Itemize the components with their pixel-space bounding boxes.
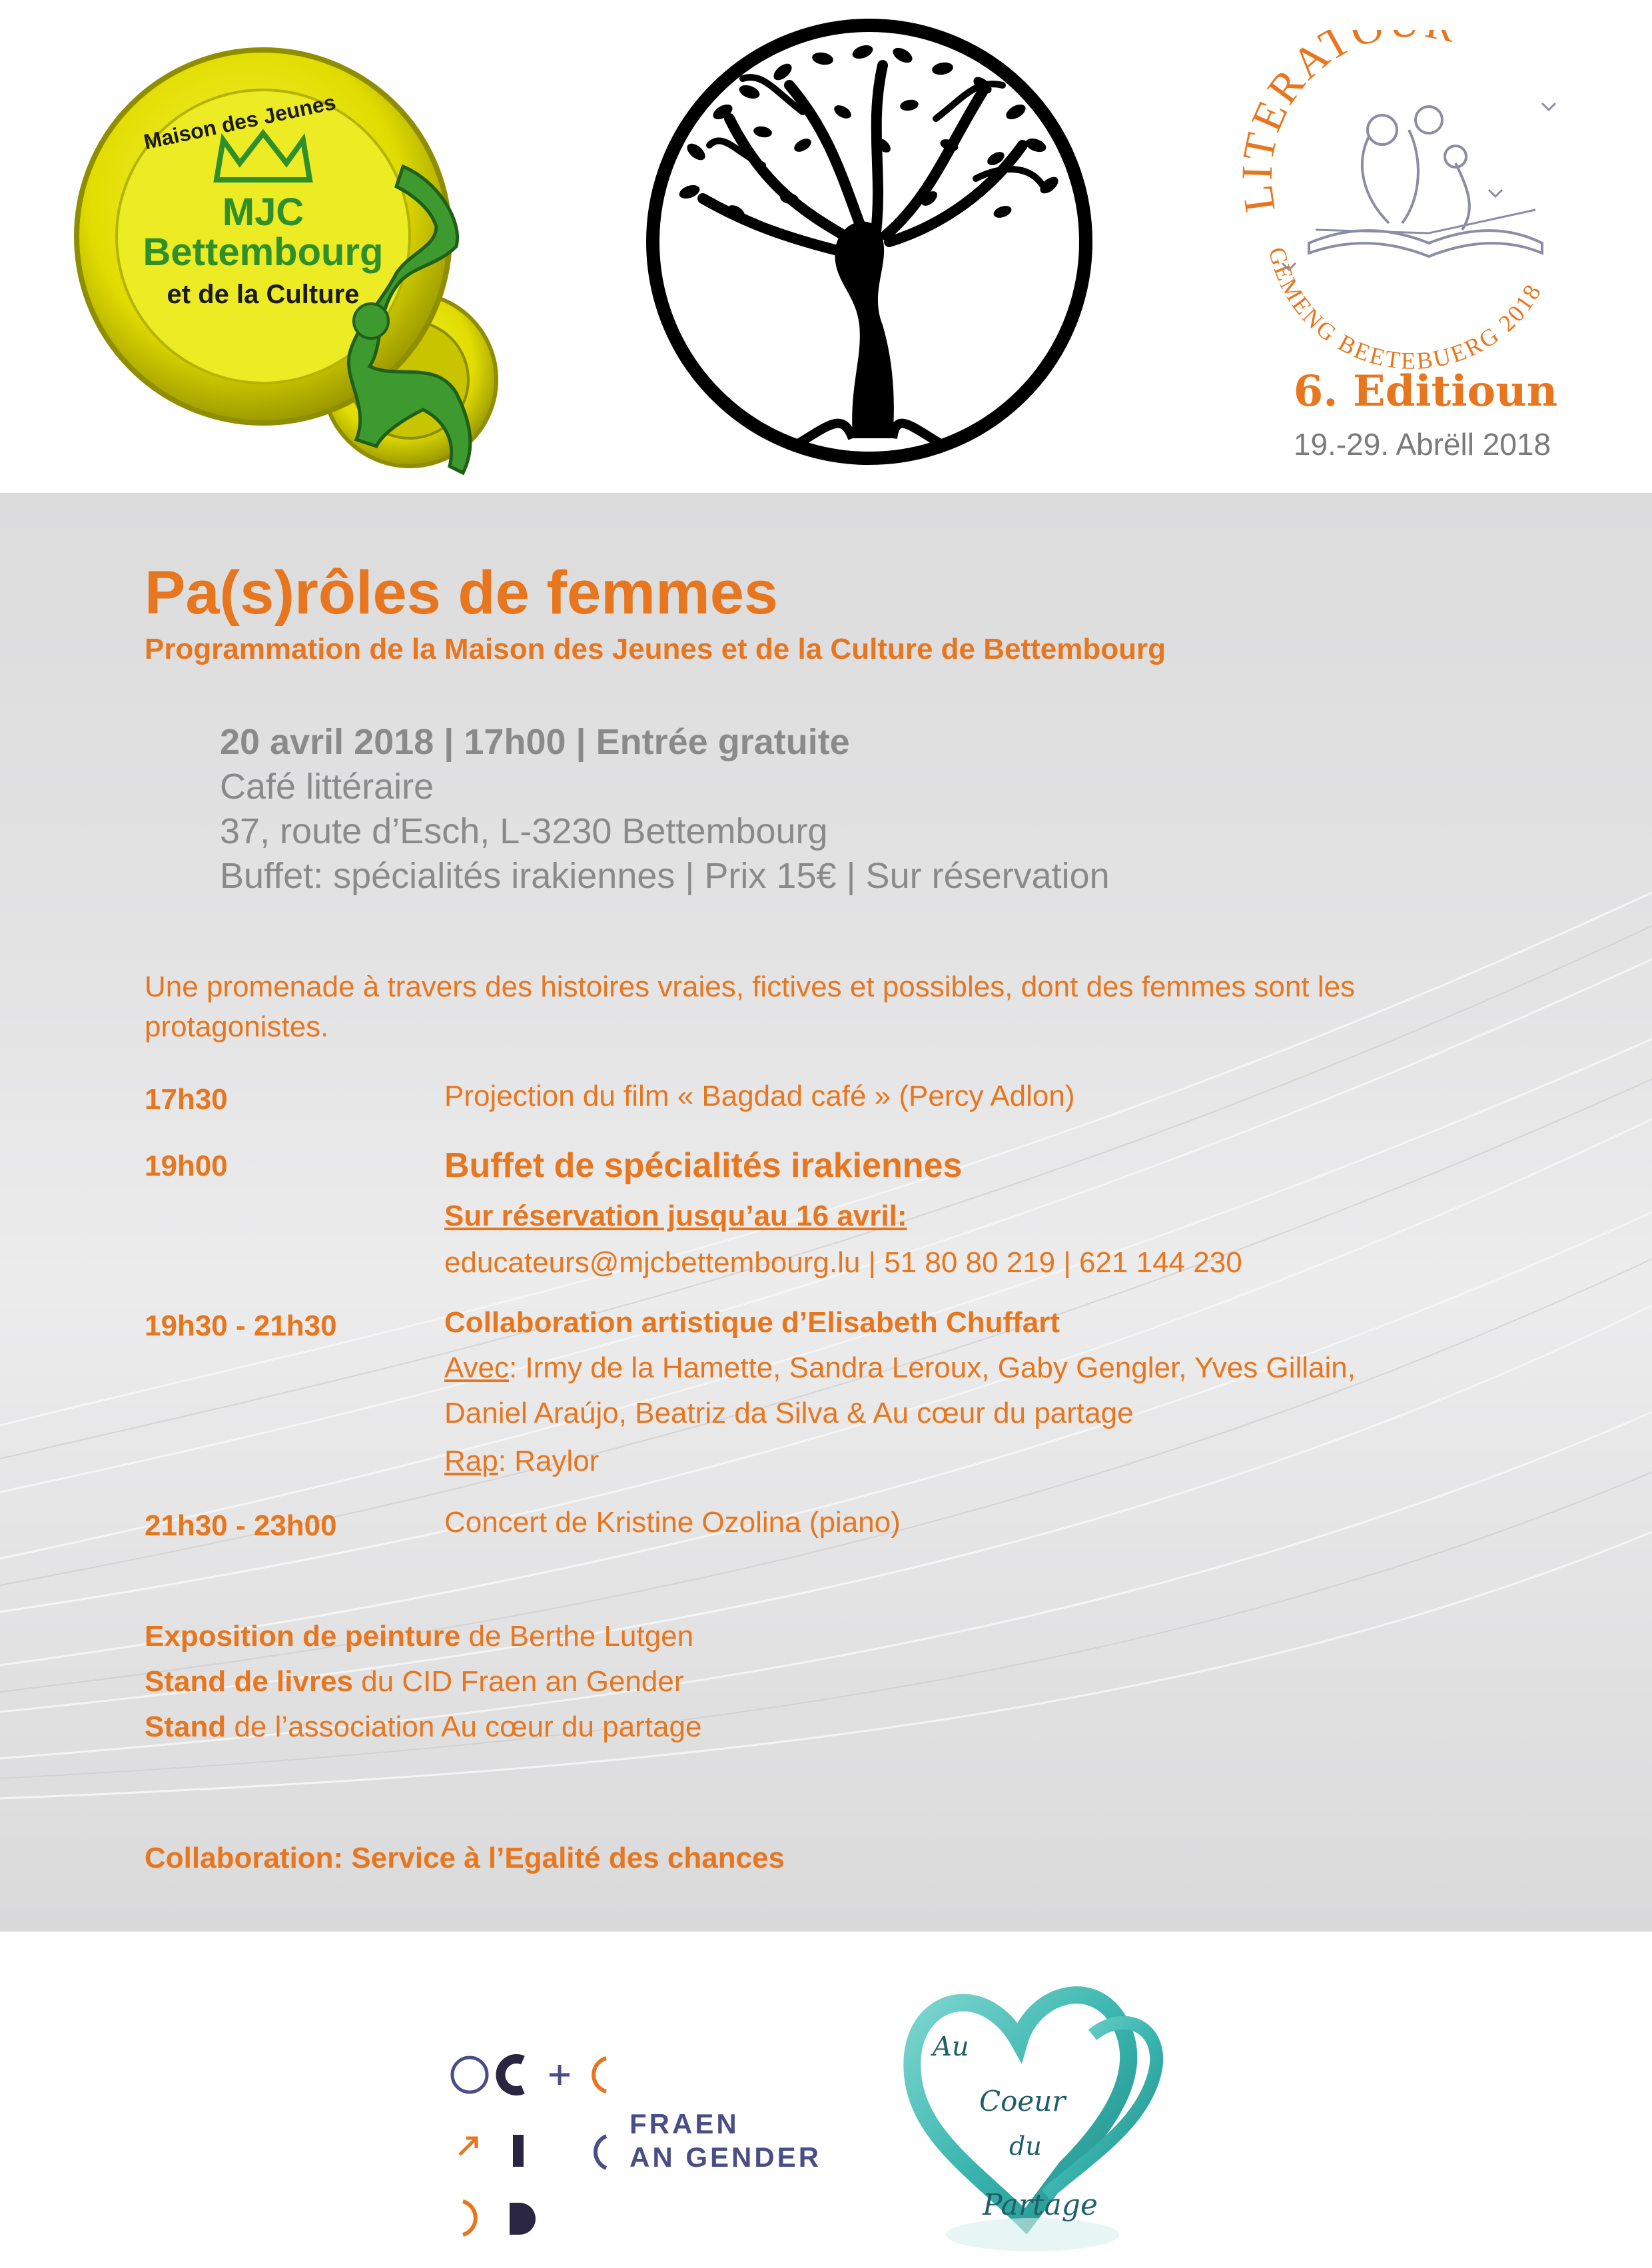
- literatour-arc-top: LITERAT: [1236, 30, 1361, 216]
- extra-item-bold: Exposition de peinture: [145, 1620, 461, 1653]
- svg-text:LITERATOUR: [1236, 30, 1462, 215]
- event-description: Une promenade à travers des histoires vraies, fictives et possibles, dont des femmes sont les protagonistes.: [145, 970, 1356, 1043]
- coeur-logo-au: Au: [933, 2032, 969, 2062]
- schedule-time: 19h00: [145, 1150, 228, 1182]
- coeur-logo: [893, 1968, 1172, 2265]
- tree-logo: [629, 12, 1109, 472]
- collaboration-note: Collaboration: Service à l’Egalité des chances: [145, 1842, 785, 1874]
- schedule-title: Collaboration artistique d’Elisabeth Chuffart: [444, 1306, 1060, 1339]
- reservation-contact: educateurs@mjcbettembourg.lu | 51 80 80 219 | 621 144 230: [444, 1246, 1242, 1279]
- schedule-time: 19h30 - 21h30: [145, 1310, 337, 1342]
- extra-item-rest: de Berthe Lutgen: [460, 1620, 694, 1653]
- mjc-logo: [63, 47, 516, 480]
- extra-item-rest: de l’association Au cœur du partage: [226, 1710, 702, 1743]
- page-subtitle: Programmation de la Maison des Jeunes et de la Culture de Bettembourg: [145, 633, 1166, 665]
- cid-logo: [450, 2048, 849, 2248]
- schedule-title: Buffet de spécialités irakiennes: [444, 1146, 963, 1185]
- coeur-logo-coeur: Coeur: [979, 2085, 1066, 2117]
- rap-text: : Raylor: [498, 1445, 600, 1477]
- mjc-logo-bettembourg: Bettembourg: [143, 230, 384, 274]
- extra-item-bold: Stand: [145, 1710, 226, 1743]
- event-address: 37, route d’Esch, L-3230 Bettembourg: [220, 811, 828, 851]
- schedule-text: Concert de Kristine Ozolina (piano): [444, 1506, 901, 1539]
- event-date-line: 20 avril 2018 | 17h00 | Entrée gratuite: [220, 722, 850, 762]
- extra-item: [145, 1665, 684, 1699]
- coeur-logo-du: du: [1009, 2131, 1042, 2161]
- avec-label: Avec: [444, 1351, 510, 1384]
- mjc-logo-mjc: MJC: [222, 190, 304, 234]
- reservation-deadline: Sur réservation jusqu’au 16 avril:: [444, 1200, 907, 1232]
- event-venue: Café littéraire: [220, 767, 434, 807]
- mjc-logo-culture: et de la Culture: [167, 280, 360, 309]
- extra-item-rest: du CID Fraen an Gender: [353, 1665, 684, 1698]
- schedule-performers: [444, 1345, 1417, 1436]
- cid-logo-line2: AN GENDER: [629, 2141, 822, 2173]
- cid-logo-line1: FRAEN: [629, 2108, 739, 2139]
- schedule-time: 17h30: [145, 1083, 228, 1116]
- literatour-arc-bottom: GEMENG BEETEBUERG 2018: [1263, 244, 1547, 374]
- avec-text: : Irmy de la Hamette, Sandra Leroux, Gaby Gengler, Yves Gillain, Daniel Araújo, Beatriz da Silva & Au cœur du partage: [444, 1351, 1356, 1429]
- rap-label: Rap: [444, 1445, 498, 1477]
- mjc-logo-arc-text: Maison des Jeunes: [141, 89, 338, 155]
- schedule-time: 21h30 - 23h00: [145, 1509, 337, 1542]
- svg-text:GEMENG BEETEBUERG 2018: [1264, 244, 1547, 374]
- schedule-rap: [444, 1439, 1417, 1484]
- schedule-text: Projection du film « Bagdad café » (Percy Adlon): [444, 1080, 1075, 1112]
- event-buffet-info: Buffet: spécialités irakiennes | Prix 15€ | Sur réservation: [220, 856, 1110, 896]
- extra-item: [145, 1620, 693, 1653]
- coeur-logo-partage: Partage: [983, 2188, 1098, 2222]
- literatour-edition: 6. Editioun: [1293, 366, 1558, 416]
- literatour-logo: [1236, 30, 1595, 483]
- literatour-dates: 19.-29. Abrëll 2018: [1293, 427, 1551, 462]
- page-title: Pa(s)rôles de femmes: [145, 559, 779, 627]
- extra-item-bold: Stand de livres: [145, 1665, 354, 1698]
- extra-item: [145, 1710, 701, 1744]
